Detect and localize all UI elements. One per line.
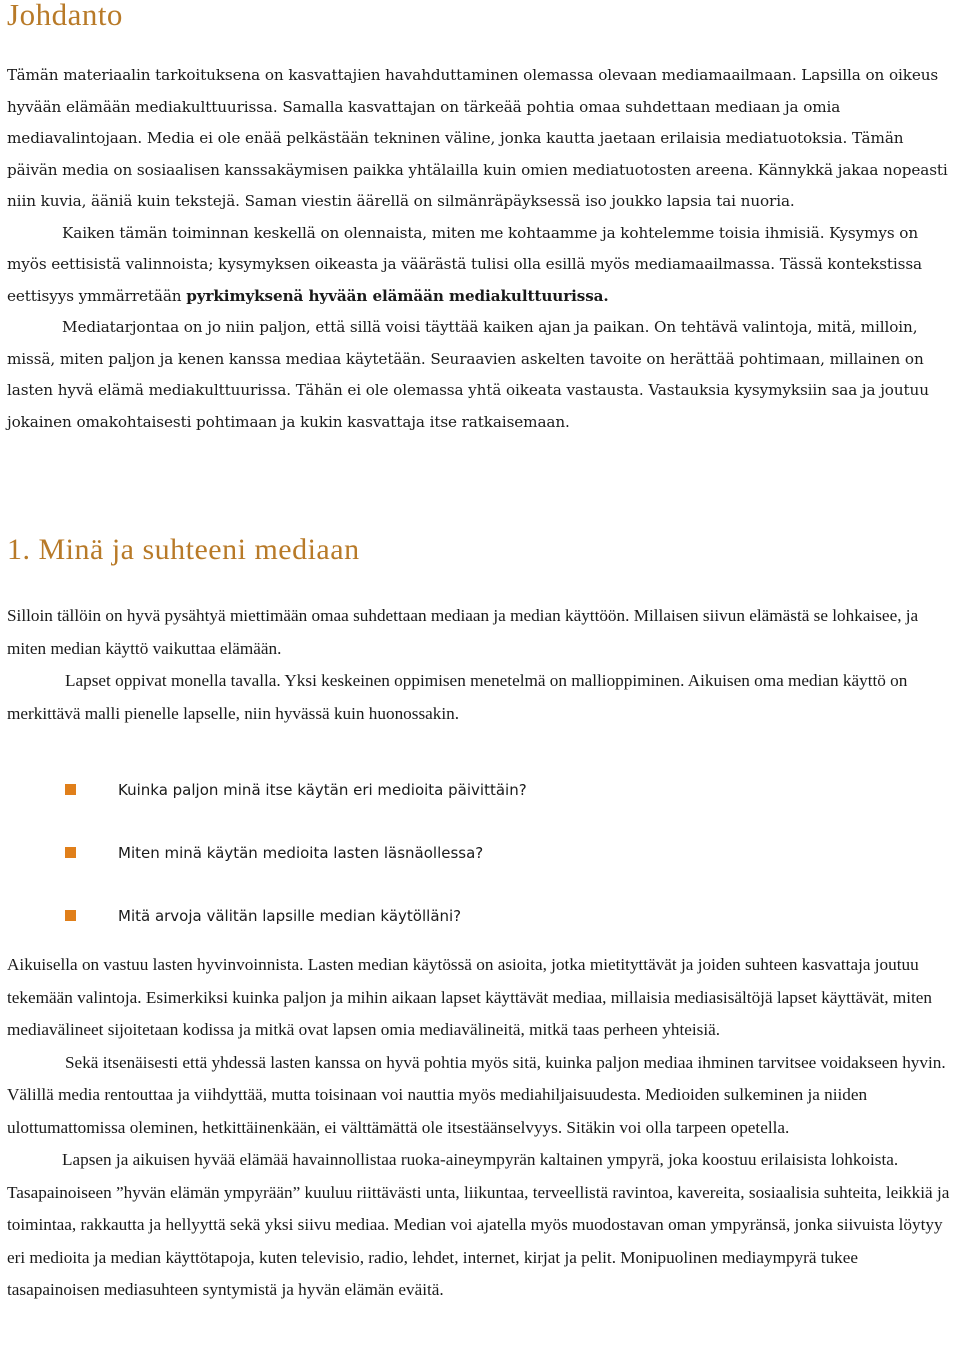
list-item (65, 758, 527, 821)
section-1-paragraph-3: Aikuisella on vastuu lasten hyvinvoinnista. Lasten median käytössä on asioita, jotka mietityttävät ja joiden suhteen kasvattaja joutuu tekemään valintoja. Esimerkiksi kuinka paljon ja mihin aikaan lapset käyttävät mediaa, millaisia mediasisältöjä lapset käyttävät, miten mediavälineet sijoitetaan kodissa ja mitkä ovat lapsen omia mediavälineitä, mitkä taas perheen yhteisiä. (7, 955, 932, 1039)
square-bullet-icon (65, 910, 76, 921)
question-list (65, 758, 527, 947)
intro-heading: Johdanto (7, 0, 123, 32)
intro-section (7, 60, 953, 438)
square-bullet-icon (65, 784, 76, 795)
intro-paragraph-1: Tämän materiaalin tarkoituksena on kasvattajien havahduttaminen olemassa olevaan mediamaailmaan. Lapsilla on oikeus hyvään elämään mediakulttuurissa. Samalla kasvattajan on tärkeää pohtia omaa suhdettaan mediaan ja omia mediavalintojaan. Media ei ole enää pelkästään tekninen väline, jonka kautta jaetaan erilaisia mediatuotoksia. Tämän päivän media on sosiaalisen kanssakäymisen paikka yhtälailla kuin omien mediatuotosten areena. Kännykkä jakaa nopeasti niin kuvia, ääniä kuin tekstejä. Saman viestin äärellä on silmänräpäyksessä iso joukko lapsia tai nuoria. (7, 66, 948, 210)
intro-paragraph-2-text: Kaiken tämän toiminnan keskellä on olennaista, miten me kohtaamme ja kohtelemme toisia ihmisiä. Kysymys on myös eettisistä valinnoista; kysymyksen oikeasta ja väärästä tulisi olla esillä myös mediamaailmassa. Tässä kontekstissa eettisyys ymmärretään (7, 223, 923, 305)
list-item-text: Miten minä käytän medioita lasten läsnäollessa? (118, 843, 484, 862)
list-item (65, 821, 527, 884)
section-1-paragraph-2: Lapset oppivat monella tavalla. Yksi keskeinen oppimisen menetelmä on mallioppiminen. Aikuisen oma median käyttö on merkittävä malli pienelle lapselle, niin hyvässä kuin huonossakin. (7, 671, 908, 723)
intro-paragraph-2-emphasis: pyrkimyksenä hyvään elämään mediakulttuurissa. (186, 286, 609, 305)
intro-paragraph-2 (7, 218, 953, 313)
list-item-text: Mitä arvoja välitän lapsille median käytölläni? (118, 906, 462, 925)
document-page (7, 0, 953, 1299)
section-1-heading: 1. Minä ja suhteeni mediaan (7, 533, 360, 566)
list-item-text: Kuinka paljon minä itse käytän eri medioita päivittäin? (118, 780, 527, 799)
section-1-intro (7, 600, 953, 730)
section-1-paragraph-1: Silloin tällöin on hyvä pysähtyä miettimään omaa suhdettaan mediaan ja median käyttöön. Millaisen siivun elämästä se lohkaisee, ja miten median käyttö vaikuttaa elämään. (7, 606, 919, 658)
list-item (65, 884, 527, 947)
section-1-paragraph-4: Sekä itsenäisesti että yhdessä lasten kanssa on hyvä pohtia myös sitä, kuinka paljon mediaa ihminen tarvitsee voidakseen hyvin. Välillä media rentouttaa ja viihdyttää, mutta toisinaan voi nauttia myös mediahiljaisuudesta. Medioiden sulkeminen ja niiden ulottumattomissa oleminen, hetkittäinenkään, ei välttämättä ole itsestäänselvyys. Sitäkin voi olla tarpeen opetella. (7, 1052, 946, 1137)
intro-paragraph-3: Mediatarjontaa on jo niin paljon, että sillä voisi täyttää kaiken ajan ja paikan. On tehtävä valintoja, mitä, milloin, missä, miten paljon ja kenen kanssa mediaa käytetään. Seuraavien askelten tavoite on herättää pohtimaan, millainen on lasten hyvä elämä mediakulttuurissa. Tähän ei ole olemassa yhtä oikeata vastausta. Vastauksia kysymyksiin saa ja joutuu jokainen omakohtaisesti pohtimaan ja kukin kasvattaja itse ratkaisemaan. (7, 318, 929, 431)
section-1-body (7, 949, 953, 1307)
square-bullet-icon (65, 847, 76, 858)
section-1-paragraph-5: Lapsen ja aikuisen hyvää elämää havainnollistaa ruoka-aineympyrän kaltainen ympyrä, joka koostuu erilaisista lohkoista. Tasapainoiseen ”hyvän elämän ympyrään” kuuluu riittävästi unta, liikuntaa, terveellistä ravintoa, kavereita, sosiaalisia suhteita, leikkiä ja toimintaa, rakkautta ja hellyyttä sekä yksi siivu mediaa. Median voi ajatella myös muodostavan oman ympyränsä, jonka siivuista löytyy eri medioita ja median käyttötapoja, kuten televisio, radio, lehdet, internet, kirjat ja pelit. Monipuolinen mediaympyrä tukee tasapainoisen mediasuhteen syntymistä ja hyvän elämän eväitä. (7, 1150, 950, 1299)
